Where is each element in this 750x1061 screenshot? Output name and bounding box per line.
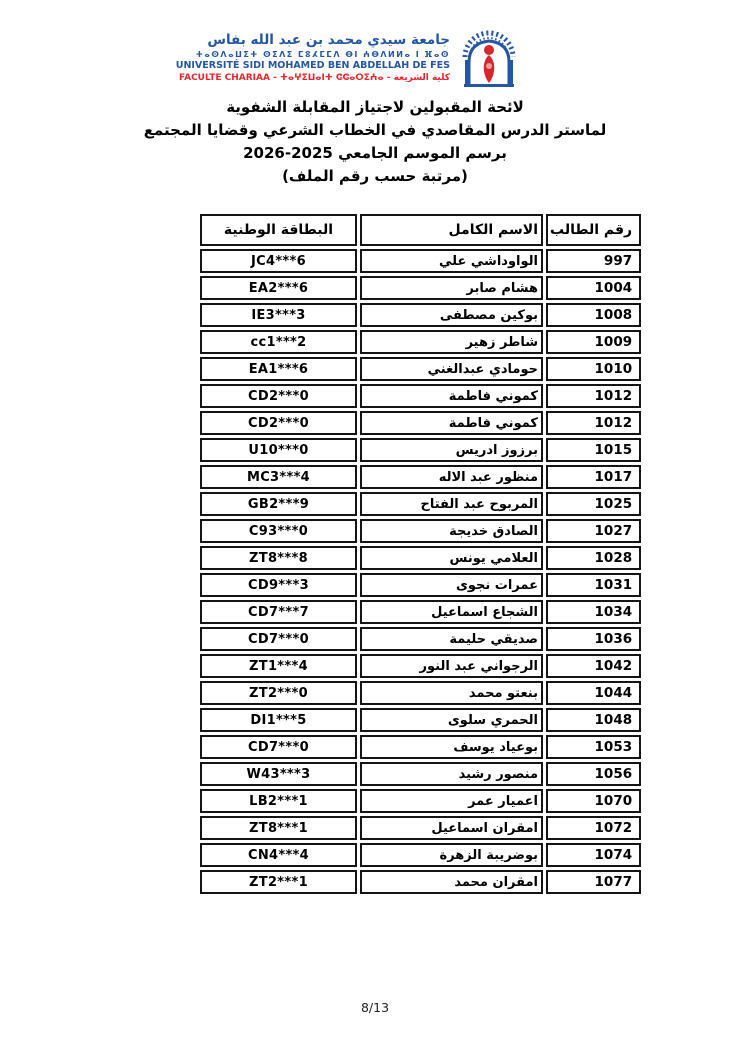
table-row (200, 681, 641, 705)
full-name-cell: كموني فاطمة (360, 384, 543, 408)
full-name-cell: الرجواني عبد النور (360, 654, 543, 678)
student-number-cell: 1009 (546, 330, 641, 354)
column-header-full-name: الاسم الكامل (360, 214, 543, 246)
student-number-cell: 1072 (546, 816, 641, 840)
national-id-cell: ZT1***4 (200, 654, 357, 678)
national-id-cell: JC4***6 (200, 249, 357, 273)
full-name-cell: امقران اسماعيل (360, 816, 543, 840)
full-name-cell: شاطر زهير (360, 330, 543, 354)
national-id-cell: EA1***6 (200, 357, 357, 381)
national-id-cell: ZT2***0 (200, 681, 357, 705)
student-number-cell: 1044 (546, 681, 641, 705)
national-id-cell: DI1***5 (200, 708, 357, 732)
student-number-cell: 1048 (546, 708, 641, 732)
table-row (200, 762, 641, 786)
full-name-cell: العلامي يونس (360, 546, 543, 570)
national-id-cell: ZT8***1 (200, 816, 357, 840)
full-name-cell: عمرات نجوى (360, 573, 543, 597)
national-id-cell: CD2***0 (200, 411, 357, 435)
national-id-cell: U10***0 (200, 438, 357, 462)
title-line-2: لماستر الدرس المقاصدي في الخطاب الشرعي وقضايا المجتمع (143, 121, 607, 139)
student-number-cell: 1053 (546, 735, 641, 759)
full-name-cell: الشجاع اسماعيل (360, 600, 543, 624)
table-row (200, 789, 641, 813)
student-number-cell: 1042 (546, 654, 641, 678)
national-id-cell: CD2***0 (200, 384, 357, 408)
full-name-cell: امقران محمد (360, 870, 543, 894)
full-name-cell: المربوح عبد الفتاح (360, 492, 543, 516)
university-header (176, 26, 522, 90)
student-number-cell: 1010 (546, 357, 641, 381)
national-id-cell: W43***3 (200, 762, 357, 786)
national-id-cell: MC3***4 (200, 465, 357, 489)
table-row (200, 384, 641, 408)
national-id-cell: C93***0 (200, 519, 357, 543)
table-row (200, 411, 641, 435)
full-name-cell: بوضريبة الزهرة (360, 843, 543, 867)
table-row (200, 600, 641, 624)
student-number-cell: 1070 (546, 789, 641, 813)
table-row (200, 465, 641, 489)
column-header-student-number: رقم الطالب (546, 214, 641, 246)
table-row (200, 276, 641, 300)
university-name-arabic: جامعة سيدي محمد بن عبد الله بفاس (207, 32, 450, 48)
student-number-cell: 1017 (546, 465, 641, 489)
student-number-cell: 1074 (546, 843, 641, 867)
university-header-text (176, 32, 450, 84)
page-number: 8/13 (360, 1000, 390, 1015)
faculty-name-line: FACULTE CHARIAA - ⵜⴰⵖⵉⵡⴰⵏⵜ ⵛⵛⴰⵔⵉⵄⴰ - كلية الشريعة (178, 73, 450, 83)
table-row (200, 519, 641, 543)
national-id-cell: CD7***0 (200, 735, 357, 759)
table-row (200, 708, 641, 732)
table-row (200, 816, 641, 840)
accepted-candidates-table (197, 211, 644, 897)
table-row (200, 546, 641, 570)
table-row (200, 573, 641, 597)
full-name-cell: الصادق خديجة (360, 519, 543, 543)
national-id-cell: CN4***4 (200, 843, 357, 867)
national-id-cell: EA2***6 (200, 276, 357, 300)
title-line-1: لائحة المقبولين لاجتياز المقابلة الشفوية (226, 98, 524, 116)
student-number-cell: 1031 (546, 573, 641, 597)
student-number-cell: 997 (546, 249, 641, 273)
university-name-tifinagh: ⵜⴰⵙⴷⴰⵡⵉⵜ ⵙⵉⴷⵉ ⵎⵓⵃⵎⵎⴷ ⴱⵏ ⵄⴱⴷⵍⵍⴰ ⵏ ⴼⴰⵙ (195, 50, 450, 59)
table-row (200, 870, 641, 894)
national-id-cell: GB2***9 (200, 492, 357, 516)
full-name-cell: الحمري سلوى (360, 708, 543, 732)
student-number-cell: 1027 (546, 519, 641, 543)
national-id-cell: LB2***1 (200, 789, 357, 813)
full-name-cell: برزوز ادريس (360, 438, 543, 462)
national-id-cell: ZT2***1 (200, 870, 357, 894)
full-name-cell: اعميار عمر (360, 789, 543, 813)
national-id-cell: cc1***2 (200, 330, 357, 354)
table-row (200, 492, 641, 516)
full-name-cell: منظور عبد الاله (360, 465, 543, 489)
table-row (200, 843, 641, 867)
student-number-cell: 1036 (546, 627, 641, 651)
national-id-cell: IE3***3 (200, 303, 357, 327)
full-name-cell: منصور رشيد (360, 762, 543, 786)
table-header-row (200, 214, 641, 246)
student-number-cell: 1015 (546, 438, 641, 462)
table-row (200, 303, 641, 327)
table-row (200, 330, 641, 354)
column-header-national-id: البطاقة الوطنية (200, 214, 357, 246)
full-name-cell: كموني فاطمة (360, 411, 543, 435)
student-number-cell: 1012 (546, 384, 641, 408)
student-number-cell: 1004 (546, 276, 641, 300)
title-line-4: (مرتبة حسب رقم الملف) (282, 167, 468, 185)
student-number-cell: 1012 (546, 411, 641, 435)
student-number-cell: 1028 (546, 546, 641, 570)
table-row (200, 627, 641, 651)
table-row (200, 654, 641, 678)
student-number-cell: 1025 (546, 492, 641, 516)
full-name-cell: بوعياد يوسف (360, 735, 543, 759)
table-row (200, 249, 641, 273)
full-name-cell: حومادي عبدالغني (360, 357, 543, 381)
student-number-cell: 1008 (546, 303, 641, 327)
national-id-cell: CD7***7 (200, 600, 357, 624)
title-line-3: برسم الموسم الجامعي 2025-2026 (243, 144, 507, 162)
table-row (200, 438, 641, 462)
national-id-cell: CD7***0 (200, 627, 357, 651)
student-number-cell: 1034 (546, 600, 641, 624)
full-name-cell: الواوداشي علي (360, 249, 543, 273)
full-name-cell: صديقي حليمة (360, 627, 543, 651)
student-number-cell: 1056 (546, 762, 641, 786)
national-id-cell: ZT8***8 (200, 546, 357, 570)
national-id-cell: CD9***3 (200, 573, 357, 597)
document-title-block (0, 96, 750, 188)
full-name-cell: بوكين مصطفى (360, 303, 543, 327)
university-name-french: UNIVERSITÉ SIDI MOHAMED BEN ABDELLAH DE FES (175, 60, 450, 71)
university-logo-icon (456, 26, 522, 90)
table-row (200, 735, 641, 759)
table-row (200, 357, 641, 381)
student-number-cell: 1077 (546, 870, 641, 894)
full-name-cell: بنعتو محمد (360, 681, 543, 705)
full-name-cell: هشام صابر (360, 276, 543, 300)
